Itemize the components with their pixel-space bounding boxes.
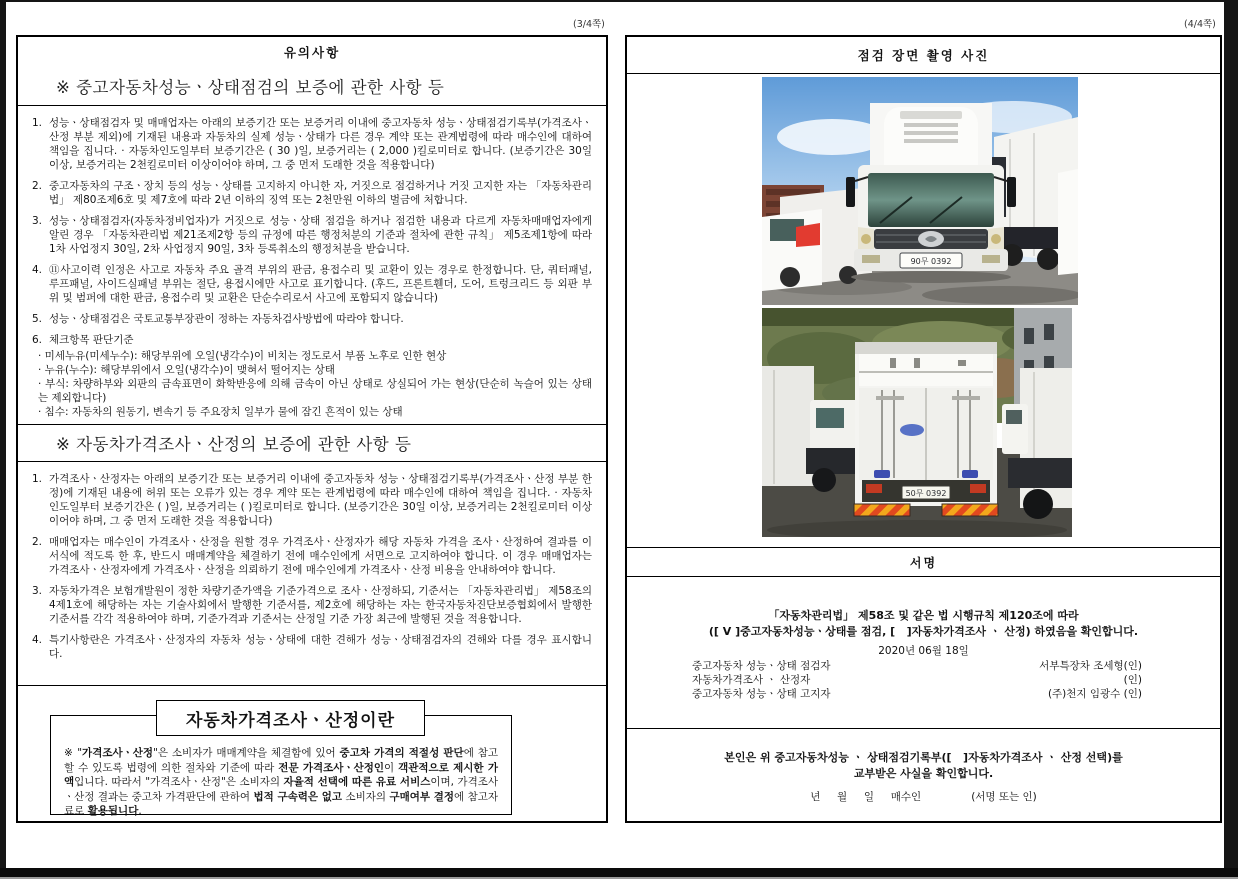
list-item: 4. ⑪사고이력 인정은 사고로 자동차 주요 골격 부위의 판금, 용접수리 및 교환이 있는 경우로 한정합니다. 단, 쿼터패널, 루프패널, 사이드실패널 부위는 절단, 용접시에만 사고로 표기합니다. (후드, 프론트휀더, 도어, 트렁크리드 등 외판 부위 및 범퍼에 대한 판금, 용접수리 및 교환은 단순수리로서 사고에 포함되지 않습니다): [32, 264, 592, 304]
signer-role: 중고자동차 성능ㆍ상태 고지자: [692, 688, 831, 700]
bullet-item: · 부식: 차량하부와 외판의 금속표면이 화학반응에 의해 금속이 아닌 상태로 상실되어 가는 현상(단순히 녹슬어 있는 상태는 제외합니다): [38, 378, 592, 404]
signer-row: [692, 658, 1142, 673]
signature-statement-line2: ([ V ]중고자동차성능ㆍ상태를 점검, [ ]자동차가격조사 ㆍ 산정) 하였음을 확인합니다.: [708, 625, 1139, 638]
signature-section-header: 서명: [627, 547, 1220, 577]
scan-frame-left: [0, 0, 6, 868]
price-appraisal-box: ※ "가격조사ㆍ산정"은 소비자가 매매계약을 체결함에 있어 중고차 가격의 적절성 판단에 참고할 수 있도록 법령에 의한 절차와 기준에 따라 전문 가격조사ㆍ산정인이 객관적으로 제시한 가액입니다. 따라서 "가격조사ㆍ산정"은 소비자의 자율적 선택에 따른 유료 서비스이며, 가격조사ㆍ산정 결과는 중고차 가격판단에 관하여 법적 구속력은 없고 소비자의 구매여부 결정에 참고자료로 활용됩니다.: [50, 715, 512, 815]
section1-body: [18, 106, 606, 424]
section2-header: ※ 자동차가격조사ㆍ산정의 보증에 관한 사항 등: [18, 424, 606, 462]
signer-role: 중고자동차 성능ㆍ상태 점검자: [692, 660, 831, 672]
list-item: 1. 성능ㆍ상태점검자 및 매매업자는 아래의 보증기간 또는 보증거리 이내에 중고자동차 성능ㆍ상태점검기록부(가격조사ㆍ산정 부분 제외)에 기재된 내용과 자동차의 실제 성능ㆍ상태가 다른 경우 계약 또는 관계법령에 따라 매수인에 대하여 책임을 집니다. · 자동차인도일부터 보증기간은 ( 30 )일, 보증거리는 ( 2,000 )킬로미터로 합니다. (보증기간은 30일 이상, 보증거리는 2천킬로미터 이상이어야 하며, 그 중 먼저 도래한 것을 적용합니다): [32, 117, 592, 171]
bullet-item: · 누유(누수): 해당부위에서 오일(냉각수)이 맺혀서 떨어지는 상태: [38, 364, 335, 376]
section-divider: [18, 685, 606, 686]
criteria-bullets: [38, 349, 592, 419]
list-item: 3. 성능ㆍ상태점검자(자동차정비업자)가 거짓으로 성능ㆍ상태 점검을 하거나 점검한 내용과 다르게 자동차매매업자에게 알린 경우 「자동차관리법 제21조제2항 등의 규정에 따른 행정처분의 기준과 절차에 관한 규칙」 제5조제1항에 따라 1차 사업정지 30일, 2차 사업정지 90일, 3차 등록취소의 행정처분을 받습니다.: [32, 215, 592, 255]
front-license-plate: 90무 0392: [910, 257, 952, 266]
signer-role: 자동차가격조사 ㆍ 산정자: [692, 674, 811, 686]
signature-divider: [627, 728, 1220, 729]
buyer-sign-line: 년 월 일 매수인 (서명 또는 인): [810, 791, 1037, 803]
scan-frame-right: [1224, 0, 1238, 868]
truck-front-photo: [762, 77, 1078, 305]
signer-name: 서부특장차 조세형(인): [1039, 660, 1142, 672]
signer-name: (주)천지 임광수 (인): [1047, 688, 1142, 700]
list-item: 3. 자동차가격은 보험개발원이 정한 차량기준가액을 기준가격으로 조사ㆍ산정하되, 기준서는 「자동차관리법」 제58조의4제1호에 해당하는 자는 기술사회에서 발행한 기준서를, 제2호에 해당하는 자는 한국자동차진단보증협회에서 발행한 기준서를 각각 적용하여야 하며, 기준가격과 기준서는 산정일 기준 가장 최근에 발행된 것을 적용합니다.: [32, 585, 592, 625]
scan-frame-bottom: [0, 868, 1238, 877]
section1-header: ※ 중고자동차성능ㆍ상태점검의 보증에 관한 사항 등: [18, 67, 606, 106]
signer-row: [692, 686, 1142, 701]
list-item: 5. 성능ㆍ상태점검은 국토교통부장관이 정하는 자동차검사방법에 따라야 합니다.: [32, 313, 404, 325]
notes-page-title: 유의사항: [18, 37, 606, 68]
list-item: 6. 체크항목 판단기준: [32, 334, 134, 346]
list-item: 1. 가격조사ㆍ산정자는 아래의 보증기간 또는 보증거리 이내에 중고자동차 성능ㆍ상태점검기록부(가격조사ㆍ산정 부분 한정)에 기재된 내용에 허위 또는 오류가 있는 경우 계약 또는 관계법령에 따라 매수인에 대하여 책임을 집니다. · 자동차인도일부터 보증기간은 ( )일, 보증거리는 ( )킬로미터로 합니다. (보증기간은 30일 이상, 보증거리는 2천킬로미터 이상이어야 하며, 그 중 먼저 도래한 것을 적용합니다): [32, 473, 592, 527]
truck-rear-photo: [762, 308, 1072, 537]
buyer-confirmation-line1: 본인은 위 중고자동차성능 ㆍ 상태점검기록부([ ]자동차가격조사 ㆍ 산정 선택)를: [724, 751, 1123, 764]
page-number-left: (3/4쪽): [573, 19, 605, 30]
signature-statement-line1: 「자동차관리법」 제58조 및 같은 법 시행규칙 제120조에 따라: [768, 609, 1079, 622]
photos-signature-page: [625, 35, 1222, 823]
page-number-right: (4/4쪽): [1184, 19, 1216, 30]
list-item: 2. 중고자동차의 구조ㆍ장치 등의 성능ㆍ상태를 고지하지 아니한 자, 거짓으로 점검하거나 거짓 고지한 자는 「자동차관리법」 제80조제6호 및 제7호에 따라 2년 이하의 징역 또는 2천만원 이하의 벌금에 처합니다.: [32, 180, 592, 206]
list-item: 4. 특기사항란은 가격조사ㆍ산정자의 자동차 성능ㆍ상태에 대한 견해가 성능ㆍ상태점검자의 견해와 다를 경우 표시합니다.: [32, 634, 592, 660]
section2-body: [18, 462, 606, 685]
notes-page: [16, 35, 608, 823]
buyer-confirmation-line2: 교부받은 사실을 확인합니다.: [853, 767, 994, 780]
signature-date: 2020년 06월 18일: [878, 645, 969, 657]
scan-frame-top: [0, 0, 1238, 2]
photos-page-title: 점검 장면 촬영 사진: [627, 37, 1220, 74]
signer-row: [692, 672, 1142, 687]
rear-license-plate: 50무 0392: [905, 489, 947, 498]
list-item: 2. 매매업자는 매수인이 가격조사ㆍ산정을 원할 경우 가격조사ㆍ산정자가 해당 자동차 가격을 조사ㆍ산정하여 결과를 이 서식에 적도록 한 후, 반드시 매매계약을 체결하기 전에 매수인에게 서면으로 고지하여야 합니다. 이 경우 매매업자는 가격조사ㆍ산정자에게 가격조사ㆍ산정을 의뢰하기 전에 매수인에게 가격조사ㆍ산정 비용을 안내하여야 합니다.: [32, 536, 592, 576]
bullet-item: · 침수: 자동차의 원동기, 변속기 등 주요장치 일부가 물에 잠긴 흔적이 있는 상태: [38, 406, 403, 418]
price-appraisal-box-title: 자동차가격조사ㆍ산정이란: [156, 700, 425, 736]
bullet-item: · 미세누유(미세누수): 해당부위에 오일(냉각수)이 비치는 정도로서 부품 노후로 인한 현상: [38, 350, 447, 362]
signer-name: (인): [1123, 674, 1142, 686]
